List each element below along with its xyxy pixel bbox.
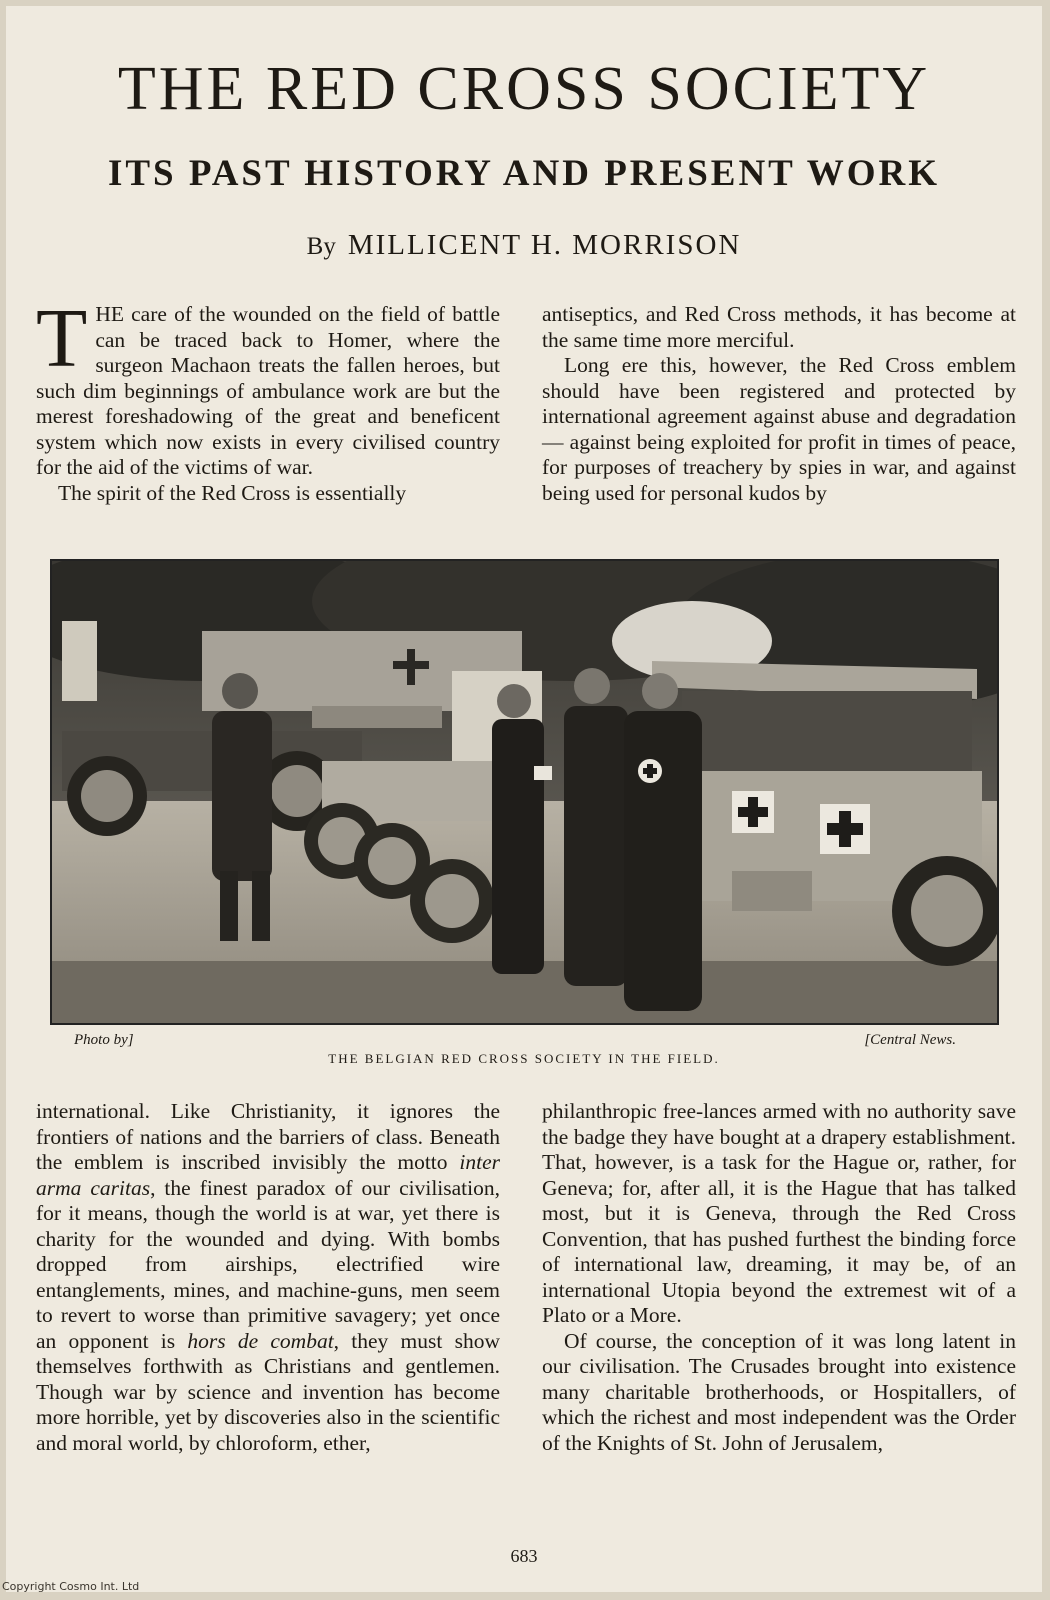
paragraph-text: HE care of the wounded on the field of battle can be traced back to Homer, where the surgeon Machaon treats the fallen heroes, but such dim beginnings of ambulance work are but the merest foreshadowing of the great and beneficent system which now exists in every civilised country for the aid of the victims of war. — [36, 302, 500, 479]
paragraph-text: international. Like Christianity, it ignores the frontiers of nations and the barriers of class. Beneath the emblem is inscribed invisibly the motto — [36, 1099, 500, 1174]
author-name: MILLICENT H. MORRISON — [347, 229, 742, 261]
french-phrase: hors de combat — [187, 1328, 334, 1353]
article-subtitle: ITS PAST HISTORY AND PRESENT WORK — [107, 153, 941, 194]
paragraph — [36, 1099, 500, 1456]
column-bottom-left — [36, 1099, 500, 1456]
photograph-belgian-red-cross — [50, 559, 999, 1025]
paragraph: antiseptics, and Red Cross methods, it has become at the same time more merciful. — [542, 302, 1016, 352]
paragraph: philanthropic free-lances armed with no authority save the badge they have bought at a drapery establishment. That, however, is a task for the Hague or, rather, for Geneva; for, after all, it is the Hague that has talked most, but it is Geneva, through the Red Cross Convention, that has pushed furthest the binding force of international law, dreaming, it may be, of an international Utopia beyond the extremest wit of a Plato or a More. — [542, 1099, 1016, 1327]
drop-cap: T — [36, 292, 88, 385]
paragraph-text: , the finest paradox of our civilisation, for it means, though the world is at war, yet there is charity for the wounded and dying. With bombs dropped from airships, electrified wire entanglements, mines, and machine-guns, men seem to revert to worse than primitive savagery; yet once an opponent is — [36, 1175, 501, 1353]
photo-illustration — [52, 561, 997, 1023]
paragraph: The spirit of the Red Cross is essentially — [58, 480, 407, 505]
byline-prefix: By — [306, 233, 336, 260]
article-title: THE RED CROSS SOCIETY — [117, 55, 931, 123]
magazine-page — [6, 6, 1042, 1592]
photo-caption: THE BELGIAN RED CROSS SOCIETY IN THE FIELD. — [328, 1051, 720, 1066]
paragraph — [36, 292, 500, 481]
photo-credit-source: [Central News. — [864, 1032, 956, 1048]
paragraph-text: , they must show themselves forthwith as Christians and gentlemen. Though war by science and invention has become more horrible, yet by discoveries also in the scientific and moral world, by chloroform, ether, — [36, 1328, 500, 1455]
copyright-notice: Copyright Cosmo Int. Ltd — [2, 1580, 140, 1593]
paragraph: Of course, the conception of it was long latent in our civilisation. The Crusades brought into existence many charitable brotherhoods, or Hospitallers, of which the richest and most independent was the Order of the Knights of St. John of Jerusalem, — [542, 1328, 1016, 1455]
latin-motto: inter arma caritas — [36, 1150, 500, 1200]
column-top-right — [542, 302, 1016, 506]
page-number: 683 — [510, 1546, 538, 1566]
paragraph: Long ere this, however, the Red Cross emblem should have been registered and protected by international agreement against abuse and degradation — against being exploited for profit in times of peace, for purposes of treachery by spies in war, and against being used for personal kudos by — [542, 353, 1016, 505]
column-top-left — [36, 292, 500, 506]
column-bottom-right — [542, 1099, 1016, 1456]
photo-credit-label: Photo by] — [74, 1032, 134, 1048]
byline — [6, 228, 1042, 264]
